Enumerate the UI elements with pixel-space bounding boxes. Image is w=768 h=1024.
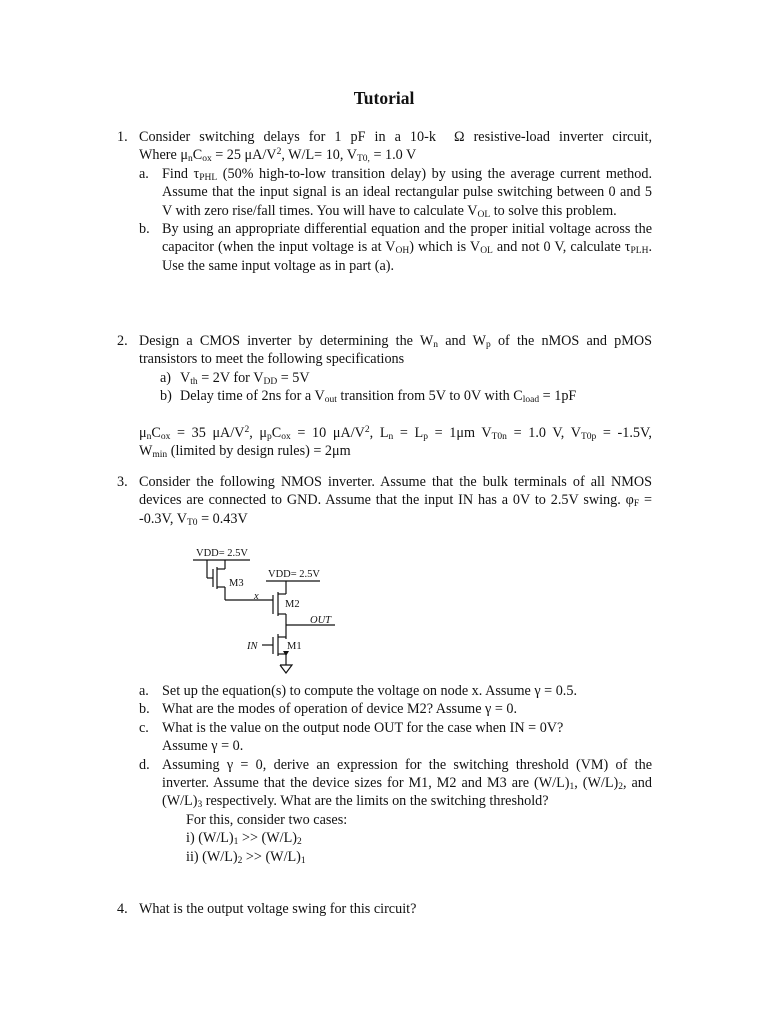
question-3-part-c-line-1: What is the value on the output node OUT for the case when IN = 0V? [162, 719, 564, 736]
part-label: d. [139, 756, 150, 773]
svg-text:VDD= 2.5V [196, 548, 248, 559]
question-3-parts [117, 682, 652, 866]
svg-text:M3 [229, 578, 244, 589]
question-2-parameters [139, 424, 652, 461]
case-i: i) $(W/L)_1 >> (W/L)_2$ [186, 830, 302, 848]
part-label: a) [160, 369, 172, 386]
svg-text:x [253, 591, 259, 602]
question-1-part-a [139, 165, 652, 220]
m2-label: M2 [285, 599, 300, 610]
question-3 [117, 473, 652, 528]
svg-text:OUT [310, 615, 332, 626]
question-1-part-b-text: By using an appropriate differential equation and the proper initial voltage across the capacitor (when the input voltage is at $V_{OH}$) which is $V_{OL}$ and not 0 V, calculate $\tau_{PLH}$. Use the same input voltage as in part (a). [162, 221, 652, 274]
question-3-part-c-text [162, 719, 652, 756]
question-3-part-d-cases [186, 811, 652, 866]
in-label: IN [247, 641, 258, 652]
question-number: 1. [117, 129, 128, 145]
part-label: b. [139, 221, 150, 238]
part-label: b) [160, 388, 172, 405]
svg-text:M1 [287, 641, 302, 652]
vdd2-label: VDD= 2.5V [268, 569, 321, 580]
question-3-part-d [139, 756, 652, 811]
question-2-params-line-1: $\mu_nC_{ox} = 35$ $\mu A/V^2$, $\mu_pC_{ox} = 10$ $\mu A/V^2$, $L_n = L_p = 1\mu m$ $V_{T0n} = 1.0$ V, $V_{T0p} = -1.5V$, [139, 424, 652, 442]
m1-label: M1 [287, 641, 302, 652]
question-3-part-a [139, 682, 652, 700]
question-2-params-line-2: $W_{min}$ (limited by design rules) = 2μm [139, 443, 351, 461]
node-x-label: x [254, 591, 259, 602]
svg-text:M2 [285, 599, 300, 610]
part-label: a. [139, 165, 149, 182]
cases-intro: For this, consider two cases: [186, 811, 348, 828]
m3-label: M3 [229, 578, 244, 589]
question-number: 2. [117, 333, 128, 349]
question-2-part-b-text: Delay time of 2ns for a $V_{out}$ transition from 5V to 0V with $C_{load} = 1pF$ [180, 388, 577, 406]
part-label: b. [139, 701, 150, 718]
question-2-part-a-text: $V_{th} = 2V$ for $V_{DD} = 5V$ [180, 369, 310, 387]
vdd1-label: VDD= 2.5V [196, 548, 249, 559]
question-1-part-b [139, 220, 652, 275]
out-label: OUT [310, 615, 332, 626]
question-2 [117, 332, 652, 460]
part-label: a. [139, 683, 149, 699]
question-3-text: Consider the following NMOS inverter. Assume that the bulk terminals of all NMOS devices are connected to GND. Assume that the input IN has a 0V to 2.5V swing. $\varphi_F = -0.3V$, $V_{T0} = 0.43V$ [139, 474, 652, 528]
case-ii: ii) $(W/L)_2 >> (W/L)_1$ [186, 848, 306, 866]
question-3-part-b [139, 700, 652, 718]
question-1-intro-line-1: Consider switching delays for 1 pF in a 10-k Ω resistive-load inverter circuit, [139, 129, 652, 145]
question-3-part-b-text: What are the modes of operation of device M2? Assume γ = 0. [162, 701, 518, 718]
svg-text:IN [246, 641, 258, 652]
question-3-part-c-line-2: Assume γ = 0. [162, 738, 244, 755]
question-1-part-a-text: Find $\tau_{PHL}$ (50% high-to-low transition delay) by using the average current method. Assume that the input signal is an ideal rectangular pulse switching between 0 and 5 V with zero rise/fall times. You will have to calculate $V_{OL}$ to solve this problem. [162, 165, 652, 220]
question-number: 3. [117, 474, 128, 490]
question-3-part-c [139, 719, 652, 756]
question-4 [117, 900, 652, 918]
nmos-inverter-circuit [190, 543, 350, 678]
question-1-intro [139, 128, 652, 165]
question-2-part-a [160, 369, 652, 387]
question-3-part-a-text: Set up the equation(s) to compute the voltage on node x. Assume γ = 0.5. [162, 683, 577, 699]
question-2-part-b [160, 387, 652, 405]
part-label: c. [139, 719, 149, 736]
question-3-part-d-text: Assuming γ = 0, derive an expression for the switching threshold (VM) of the inverter. Assume that the device sizes for M1, M2 and M3 are $(W/L)_1$, $(W/L)_2$, and $(W/L)_3$ respectively. What are the limits on the switching threshold? [162, 756, 652, 811]
question-4-text: What is the output voltage swing for this circuit? [139, 901, 417, 917]
question-1 [117, 128, 652, 275]
question-1-intro-line-2: Where $\mu_nC_{ox} = 25$ $\mu A/V^2$, W/L= 10, $V_{T0,} = 1.0$ V [139, 147, 417, 165]
page-title: Tutorial [353, 88, 415, 108]
question-2-text: Design a CMOS inverter by determining the $W_n$ and $W_p$ of the nMOS and pMOS transistors to meet the following specifications [139, 333, 653, 368]
svg-text:VDD= 2.5V [268, 569, 320, 580]
question-number: 4. [117, 901, 128, 917]
